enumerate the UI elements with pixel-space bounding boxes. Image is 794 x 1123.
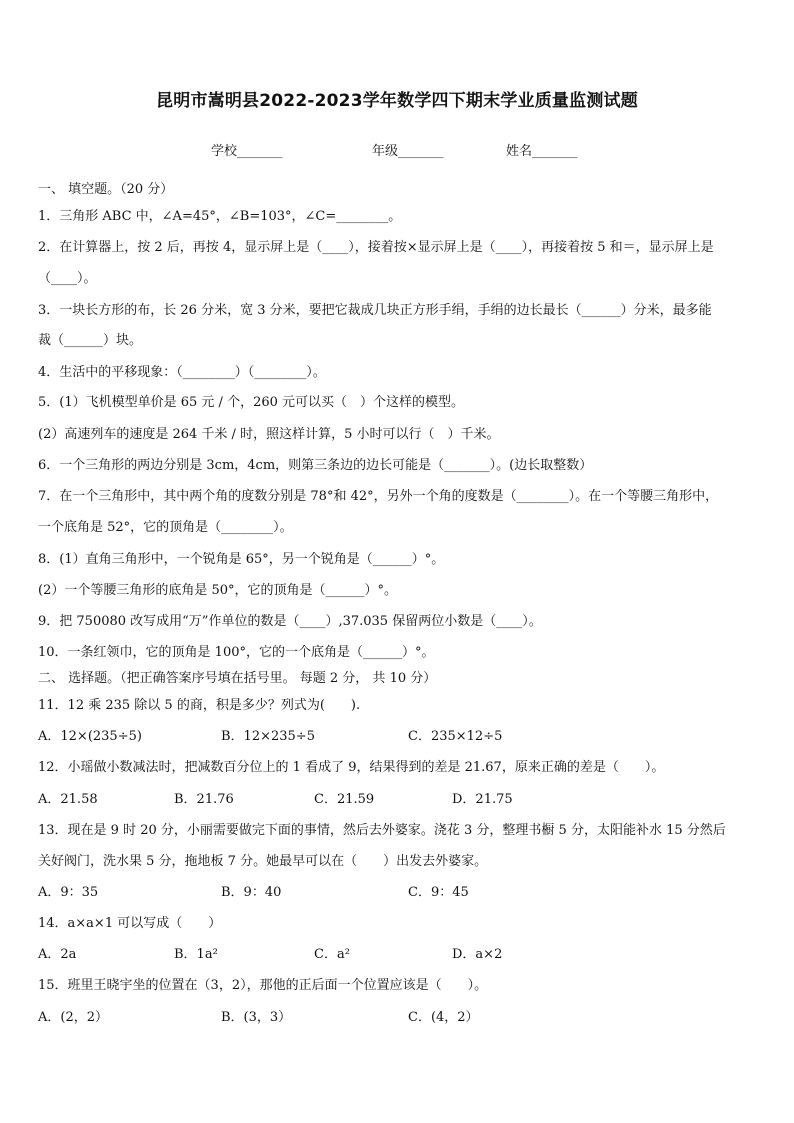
question-13-option-b: B．9：40 bbox=[221, 885, 282, 900]
question-9: 9．把 750080 改写成用“万”作单位的数是（____）,37.035 保留两位小数是（____）。 bbox=[38, 614, 542, 629]
question-13-line-2: 关好阀门，洗水果 5 分，拖地板 7 分。她最早可以在（ ）出发去外婆家。 bbox=[38, 854, 488, 869]
question-5-part-1: 5．(1）飞机模型单价是 65 元 / 个，260 元可以买（ ）个这样的模型。 bbox=[38, 395, 465, 410]
question-2-line-1: 2．在计算器上，按 2 后，再按 4，显示屏上是（____），接着按×显示屏上是（____），再接着按 5 和＝，显示屏上是 bbox=[38, 240, 714, 255]
question-3-line-1: 3．一块长方形的布，长 26 分米，宽 3 分米，要把它裁成几块正方形手绢，手绢的边长最长（______）分米，最多能 bbox=[38, 303, 712, 318]
question-15-option-c: C．(4，2） bbox=[408, 1010, 479, 1025]
question-4: 4．生活中的平移现象：（________）（________）。 bbox=[38, 365, 326, 380]
question-3-line-2: 裁（______）块。 bbox=[38, 333, 143, 348]
name-field: 姓名_______ bbox=[506, 144, 578, 159]
question-14-option-a: A．2a bbox=[38, 947, 77, 962]
question-13-line-1: 13．现在是 9 时 20 分，小丽需要做完下面的事情，然后去外婆家。浇花 3 分，整理书橱 5 分，太阳能补水 15 分然后 bbox=[38, 823, 726, 838]
question-8-part-1: 8．(1）直角三角形中，一个锐角是 65°，另一个锐角是（______）°。 bbox=[38, 552, 445, 567]
question-11-option-b: B．12×235÷5 bbox=[221, 729, 315, 744]
question-6: 6．一个三角形的两边分别是 3cm，4cm，则第三条边的边长可能是（_______）。(边长取整数） bbox=[38, 458, 593, 473]
school-field: 学校_______ bbox=[211, 144, 283, 159]
question-15-option-a: A．(2，2） bbox=[38, 1010, 109, 1025]
question-11-option-a: A．12×(235÷5) bbox=[38, 729, 142, 744]
question-12-option-b: B．21.76 bbox=[174, 792, 234, 807]
question-2-line-2: （____）。 bbox=[38, 271, 97, 286]
question-15-option-b: B．(3，3） bbox=[221, 1010, 292, 1025]
question-12: 12．小瑶做小数减法时，把减数百分位上的 1 看成了 9，结果得到的差是 21.67，原来正确的差是（ ）。 bbox=[38, 760, 665, 775]
question-12-option-d: D．21.75 bbox=[452, 792, 513, 807]
question-11: 11．12 乘 235 除以 5 的商，积是多少？列式为( ). bbox=[38, 698, 361, 713]
question-7-line-2: 一个底角是 52°，它的顶角是（________）。 bbox=[38, 520, 293, 535]
question-11-option-c: C．235×12÷5 bbox=[408, 729, 503, 744]
question-15: 15．班里王晓宇坐的位置在（3，2），那他的正后面一个位置应该是（ ）。 bbox=[38, 978, 488, 993]
question-14-option-c: C．a² bbox=[314, 947, 350, 962]
section-2-heading: 二、 选择题。（把正确答案序号填在括号里。 每题 2 分， 共 10 分） bbox=[38, 671, 437, 686]
question-12-option-a: A．21.58 bbox=[38, 792, 98, 807]
question-10: 10．一条红领巾，它的顶角是 100°，它的一个底角是（______）°。 bbox=[38, 645, 435, 660]
grade-field: 年级_______ bbox=[372, 144, 444, 159]
question-8-part-2: (2）一个等腰三角形的底角是 50°，它的顶角是（______）°。 bbox=[38, 583, 398, 598]
page-title: 昆明市嵩明县2022-2023学年数学四下期末学业质量监测试题 bbox=[156, 91, 638, 111]
question-5-part-2: (2）高速列车的速度是 264 千米 / 时，照这样计算，5 小时可以行（ ）千米。 bbox=[38, 427, 500, 442]
section-1-heading: 一、 填空题。（20 分） bbox=[38, 182, 174, 197]
question-13-option-a: A．9：35 bbox=[38, 885, 99, 900]
question-14-option-b: B．1a² bbox=[174, 947, 218, 962]
question-1: 1．三角形 ABC 中，∠A=45°，∠B=103°，∠C=________。 bbox=[38, 209, 402, 224]
question-13-option-c: C．9：45 bbox=[408, 885, 469, 900]
question-12-option-c: C．21.59 bbox=[314, 792, 375, 807]
question-7-line-1: 7．在一个三角形中，其中两个角的度数分别是 78°和 42°，另外一个角的度数是（________）。在一个等腰三角形中， bbox=[38, 489, 719, 504]
question-14: 14．a×a×1 可以写成（ ） bbox=[38, 916, 222, 931]
question-14-option-d: D．a×2 bbox=[452, 947, 503, 962]
